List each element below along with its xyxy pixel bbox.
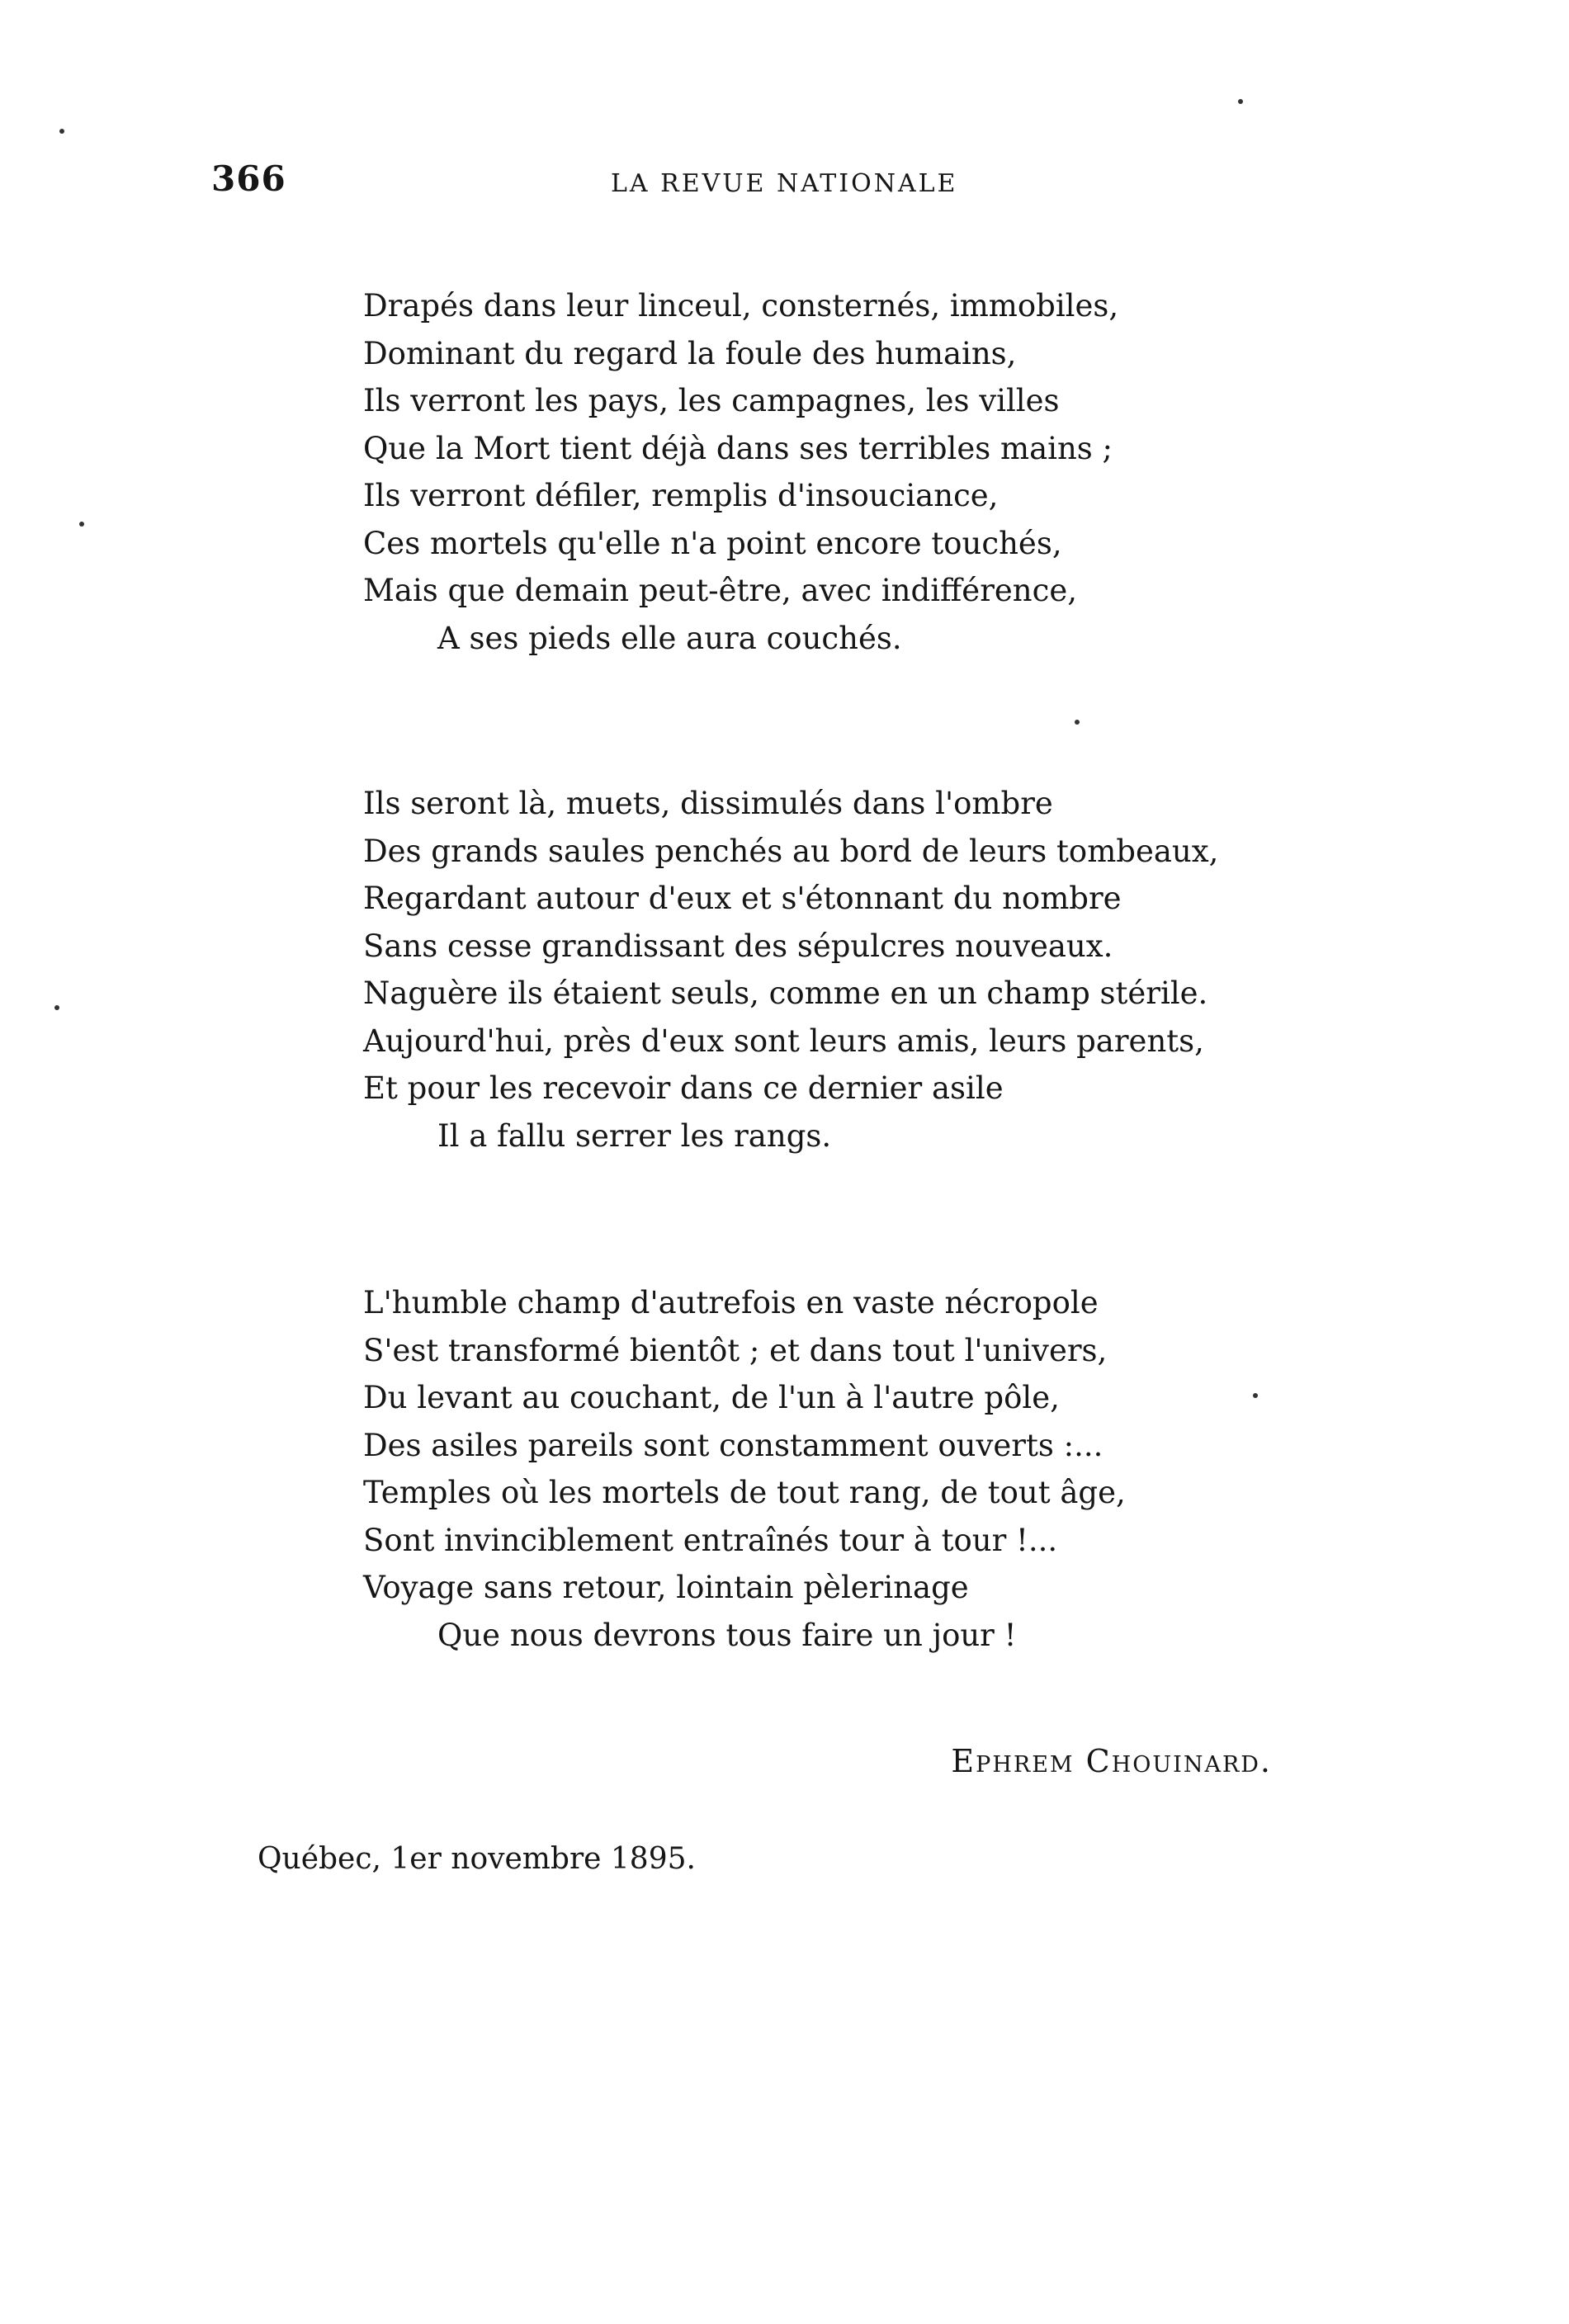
verse-line: Naguère ils étaient seuls, comme en un champ stérile. xyxy=(363,975,1208,1011)
verse-line-indented: Il a fallu serrer les rangs. xyxy=(437,1117,832,1154)
verse-line: Et pour les recevoir dans ce dernier asile xyxy=(363,1070,1004,1106)
verse-line: Du levant au couchant, de l'un à l'autre pôle, xyxy=(363,1380,1060,1415)
verse-line: Sont invinciblement entraînés tour à tour !... xyxy=(363,1522,1058,1558)
verse-line: Sans cesse grandissant des sépulcres nouveaux. xyxy=(363,928,1113,964)
verse-line: Ils verront défiler, remplis d'insouciance, xyxy=(363,478,999,513)
stanza-1 xyxy=(363,282,1304,662)
verse-line: Des grands saules penchés au bord de leurs tombeaux, xyxy=(363,833,1219,869)
verse-line: Ils seront là, muets, dissimulés dans l'ombre xyxy=(363,786,1053,821)
author-signature: Ephrem Chouinard. xyxy=(951,1743,1272,1779)
verse-line: L'humble champ d'autrefois en vaste nécropole xyxy=(363,1285,1099,1320)
verse-line: Aujourd'hui, près d'eux sont leurs amis, leurs parents, xyxy=(363,1023,1204,1059)
verse-line-indented: Que nous devrons tous faire un jour ! xyxy=(437,1617,1017,1653)
verse-line: Que la Mort tient déjà dans ses terribles mains ; xyxy=(363,430,1113,466)
verse-line-indented: A ses pieds elle aura couchés. xyxy=(437,620,902,656)
verse-line: Temples où les mortels de tout rang, de tout âge, xyxy=(363,1475,1126,1510)
verse-line: S'est transformé bientôt ; et dans tout l'univers, xyxy=(363,1332,1108,1368)
page-number: 366 xyxy=(211,158,286,199)
dateline: Québec, 1er novembre 1895. xyxy=(258,1842,696,1876)
verse-line: Drapés dans leur linceul, consternés, immobiles, xyxy=(363,288,1119,324)
scan-speck xyxy=(79,522,84,527)
running-head: LA REVUE NATIONALE xyxy=(611,169,958,198)
scan-speck xyxy=(1075,720,1080,725)
stanza-3 xyxy=(363,1279,1304,1659)
scan-speck xyxy=(1253,1393,1258,1398)
verse-line: Ils verront les pays, les campagnes, les villes xyxy=(363,383,1060,418)
verse-line: Des asiles pareils sont constamment ouverts :... xyxy=(363,1427,1103,1463)
verse-line: Regardant autour d'eux et s'étonnant du nombre xyxy=(363,881,1122,916)
verse-line: Ces mortels qu'elle n'a point encore touchés, xyxy=(363,525,1062,561)
verse-line: Dominant du regard la foule des humains, xyxy=(363,335,1017,371)
scan-speck xyxy=(54,1005,59,1010)
stanza-2 xyxy=(363,780,1304,1160)
scan-speck xyxy=(59,129,64,134)
scan-speck xyxy=(1238,99,1243,104)
verse-line: Mais que demain peut-être, avec indifférence, xyxy=(363,573,1078,608)
verse-line: Voyage sans retour, lointain pèlerinage xyxy=(363,1570,969,1605)
